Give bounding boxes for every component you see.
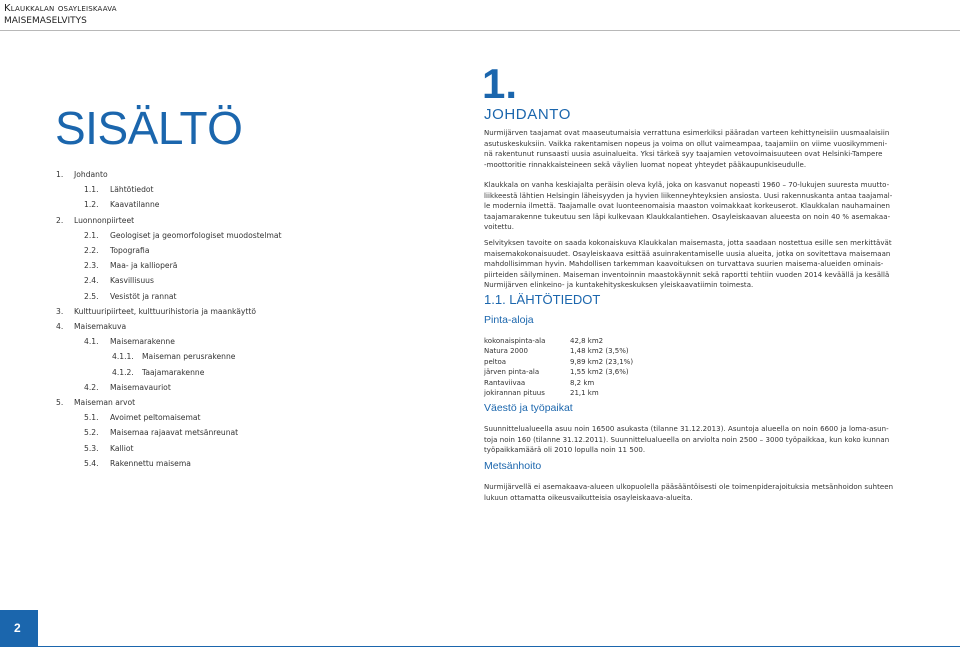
paragraph-metsanhoito <box>484 482 910 503</box>
toc-item-number: 4.1.1. <box>112 352 134 362</box>
stat-row <box>484 367 633 377</box>
text-line: nä rakentunut runsaasti uusia asuinalueita. Yksi tärkeä syy taajamien vetovoimaisuuteen ovat Helsinki-Tampere <box>484 150 883 159</box>
header-divider <box>0 30 960 31</box>
toc-item-label: Maa- ja kallioperä <box>110 261 178 271</box>
toc-item <box>56 398 135 407</box>
page-number: 2 <box>14 621 21 635</box>
toc-item-number: 5. <box>56 398 64 407</box>
text-line: liikkeestä lähtien Helsingin läheisyyden ja hyvien liikenneyhteyksien ansiosta. Uusi rakennuskanta antaa taajamal- <box>484 191 893 200</box>
document-subtitle: MAISEMASELVITYS <box>4 16 87 26</box>
toc-item <box>84 200 159 209</box>
toc-item-label: Maisemaa rajaavat metsänreunat <box>110 428 239 438</box>
stat-value: 1,55 km2 (3,6%) <box>570 368 629 377</box>
toc-item-label: Lähtötiedot <box>110 185 154 195</box>
toc-item-number: 5.1. <box>84 413 99 423</box>
toc-item-number: 2.1. <box>84 230 99 240</box>
text-line: toja noin 160 (tilanne 31.12.2011). Suunnittelualueella on arviolta noin 2500 – 3000 työpaikkaa, kun koko kunnan <box>484 435 890 444</box>
toc-item-number: 2.5. <box>84 291 99 301</box>
toc-item-label: Vesistöt ja rannat <box>110 291 177 301</box>
toc-item-label: Maiseman arvot <box>74 398 136 407</box>
text-line: Nurmijärvellä ei asemakaava-alueen ulkopuolella pääsääntöisesti ole toimenpiderajoituksia metsänhoidon suhteen <box>484 483 894 491</box>
toc-item <box>56 170 108 179</box>
stat-row <box>484 346 633 356</box>
text-line: Nurmijärven taajamat ovat maaseutumaisia verrattuna esimerkiksi pääradan varteen kehittyneisiin uusmaalaisiin <box>484 129 890 137</box>
toc-item <box>56 307 256 316</box>
toc-item <box>56 322 126 331</box>
stat-row <box>484 336 633 346</box>
toc-item-label: Kaavatilanne <box>110 200 160 210</box>
stat-label: Rantaviivaa <box>484 378 526 387</box>
text-line: Klaukkala on vanha keskiajalta peräisin oleva kylä, joka on kasvanut nopeasti 1960 – 70-lukujen suuresta muutto- <box>484 181 890 189</box>
toc-item-label: Maisemakuva <box>74 322 127 331</box>
text-line: voitettu. <box>484 223 515 232</box>
toc-heading: SISÄLTÖ <box>55 102 243 154</box>
vaesto-heading: Väestö ja työpaikat <box>484 402 573 414</box>
paragraph-vaesto <box>484 424 910 456</box>
toc-item-number: 1. <box>56 170 64 179</box>
toc-item-label: Avoimet peltomaisemat <box>110 413 201 423</box>
toc-item-label: Johdanto <box>74 170 108 179</box>
toc-item <box>84 261 177 270</box>
toc-item <box>84 444 133 453</box>
text-line: maisemakokonaisuudet. Osayleiskaava esittää asuinrakentamiselle uusia alueita, jotka on sovitettava maisemaan <box>484 249 891 258</box>
text-line: Nurmijärven elinkeino- ja kuntakehityskeskuksen yleiskaavatiimin toimesta. <box>484 281 754 290</box>
text-line: le modernia ilmettä. Taajamalle ovat luonteenomaisia maaston voimakkaat korkeuserot. Klaukkalan nauhamainen <box>484 202 891 211</box>
toc-item-label: Taajamarakenne <box>142 367 205 377</box>
paragraph-intro <box>484 128 910 170</box>
toc-item-number: 1.1. <box>84 185 99 195</box>
toc-item-number: 2.4. <box>84 276 99 286</box>
stat-label: jokirannan pituus <box>484 389 545 398</box>
text-line: asutuskeskuksiin. Vaikka rakentamisen nopeus ja voima on ollut vaimeampaa, taajamiin on viime vuosikymmeni- <box>484 139 888 148</box>
stat-label: Natura 2000 <box>484 347 528 356</box>
document-title: Klaukkalan osayleiskaava <box>4 3 117 14</box>
stat-value: 42,8 km2 <box>570 337 604 345</box>
toc-item-label: Rakennettu maisema <box>110 458 191 468</box>
toc-item-label: Geologiset ja geomorfologiset muodostelmat <box>110 230 282 240</box>
stat-label: järven pinta-ala <box>484 368 540 377</box>
toc-item <box>84 413 201 422</box>
stat-value: 8,2 km <box>570 378 595 387</box>
stat-label: peltoa <box>484 357 507 366</box>
section-number: 1. <box>482 60 518 107</box>
document-header <box>4 2 117 28</box>
toc-item-number: 2.3. <box>84 261 99 271</box>
toc-item-number: 4.2. <box>84 382 99 392</box>
toc-item-number: 4.1. <box>84 337 99 347</box>
text-line: Selvityksen tavoite on saada kokonaiskuva Klaukkalan maisemasta, jotta saadaan nostettua esille sen merkittävät <box>484 239 892 247</box>
area-stats <box>484 336 633 398</box>
page-number-box <box>0 610 38 647</box>
subsection-title: 1.1. LÄHTÖTIEDOT <box>484 292 601 307</box>
toc-item-number: 5.2. <box>84 428 99 438</box>
toc-item <box>84 292 177 301</box>
toc-item-label: Luonnonpiirteet <box>74 215 135 225</box>
pinta-aloja-heading: Pinta-aloja <box>484 314 534 326</box>
text-line: lukuun ottamatta oikeusvaikutteisia osayleiskaava-alueita. <box>484 493 693 502</box>
toc-item <box>84 231 281 240</box>
toc-item <box>84 185 154 194</box>
toc-item-label: Maiseman perusrakenne <box>142 352 236 362</box>
toc-item <box>84 428 238 437</box>
toc-item-label: Maisemavauriot <box>110 382 171 392</box>
text-line: mahdollisimman hyvin. Mahdollisen tarkemman kaavoituksen on turvattava suurien maisema-alueiden ominais- <box>484 260 884 269</box>
stat-value: 1,48 km2 (3,5%) <box>570 347 629 356</box>
toc-item <box>84 246 150 255</box>
toc-item-number: 4. <box>56 322 64 331</box>
toc-item <box>112 368 204 377</box>
stat-value: 9,89 km2 (23,1%) <box>570 357 634 366</box>
toc-item-label: Kasvillisuus <box>110 276 154 286</box>
text-line: piirteiden säilyminen. Maiseman inventoinnin maastokäynnit sekä raportti tehtiin vuoden 2014 keväällä ja kesällä <box>484 270 890 279</box>
stat-label: kokonaispinta-ala <box>484 337 546 345</box>
paragraph-tavoite <box>484 238 910 291</box>
toc-item <box>84 383 171 392</box>
toc-item <box>56 216 134 225</box>
toc-item-number: 2.2. <box>84 246 99 255</box>
toc-item-label: Kulttuuripiirteet, kulttuurihistoria ja maankäyttö <box>74 306 257 316</box>
text-line: -moottoritie rinnakkaisteineen sekä väylien luomat nopeat yhteydet pääkaupunkiseudulle. <box>484 160 807 169</box>
stat-row <box>484 378 633 388</box>
toc-item-number: 2. <box>56 215 64 225</box>
metsanhoito-heading: Metsänhoito <box>484 460 542 472</box>
stat-row <box>484 388 633 398</box>
toc-item <box>112 352 235 361</box>
text-line: Suunnittelualueella asuu noin 16500 asukasta (tilanne 31.12.2013). Asuntoja alueella on noin 6600 ja loma-asun- <box>484 425 889 433</box>
toc-item <box>84 459 191 468</box>
toc-item <box>84 337 175 346</box>
text-line: työpaikkamäärä oli 2010 lopulla noin 11 500. <box>484 446 646 455</box>
paragraph-klaukkala <box>484 180 910 233</box>
toc-item-label: Maisemarakenne <box>110 337 175 347</box>
toc-item-label: Kalliot <box>110 443 134 453</box>
toc-item <box>84 276 154 285</box>
toc-item-number: 4.1.2. <box>112 367 134 377</box>
text-line: taajamarakenne tukeutuu sen läpi kulkevaan Klaukkalantiehen. Osayleiskaavan alueesta on noin 40 % asemakaa- <box>484 212 891 221</box>
toc-item-number: 1.2. <box>84 200 99 210</box>
toc-item-number: 5.4. <box>84 458 99 468</box>
stat-row <box>484 357 633 367</box>
toc-item-number: 5.3. <box>84 443 99 453</box>
toc-item-number: 3. <box>56 306 64 316</box>
toc-item-label: Topografia <box>110 246 150 255</box>
section-title: JOHDANTO <box>484 106 572 123</box>
stat-value: 21,1 km <box>570 389 599 398</box>
